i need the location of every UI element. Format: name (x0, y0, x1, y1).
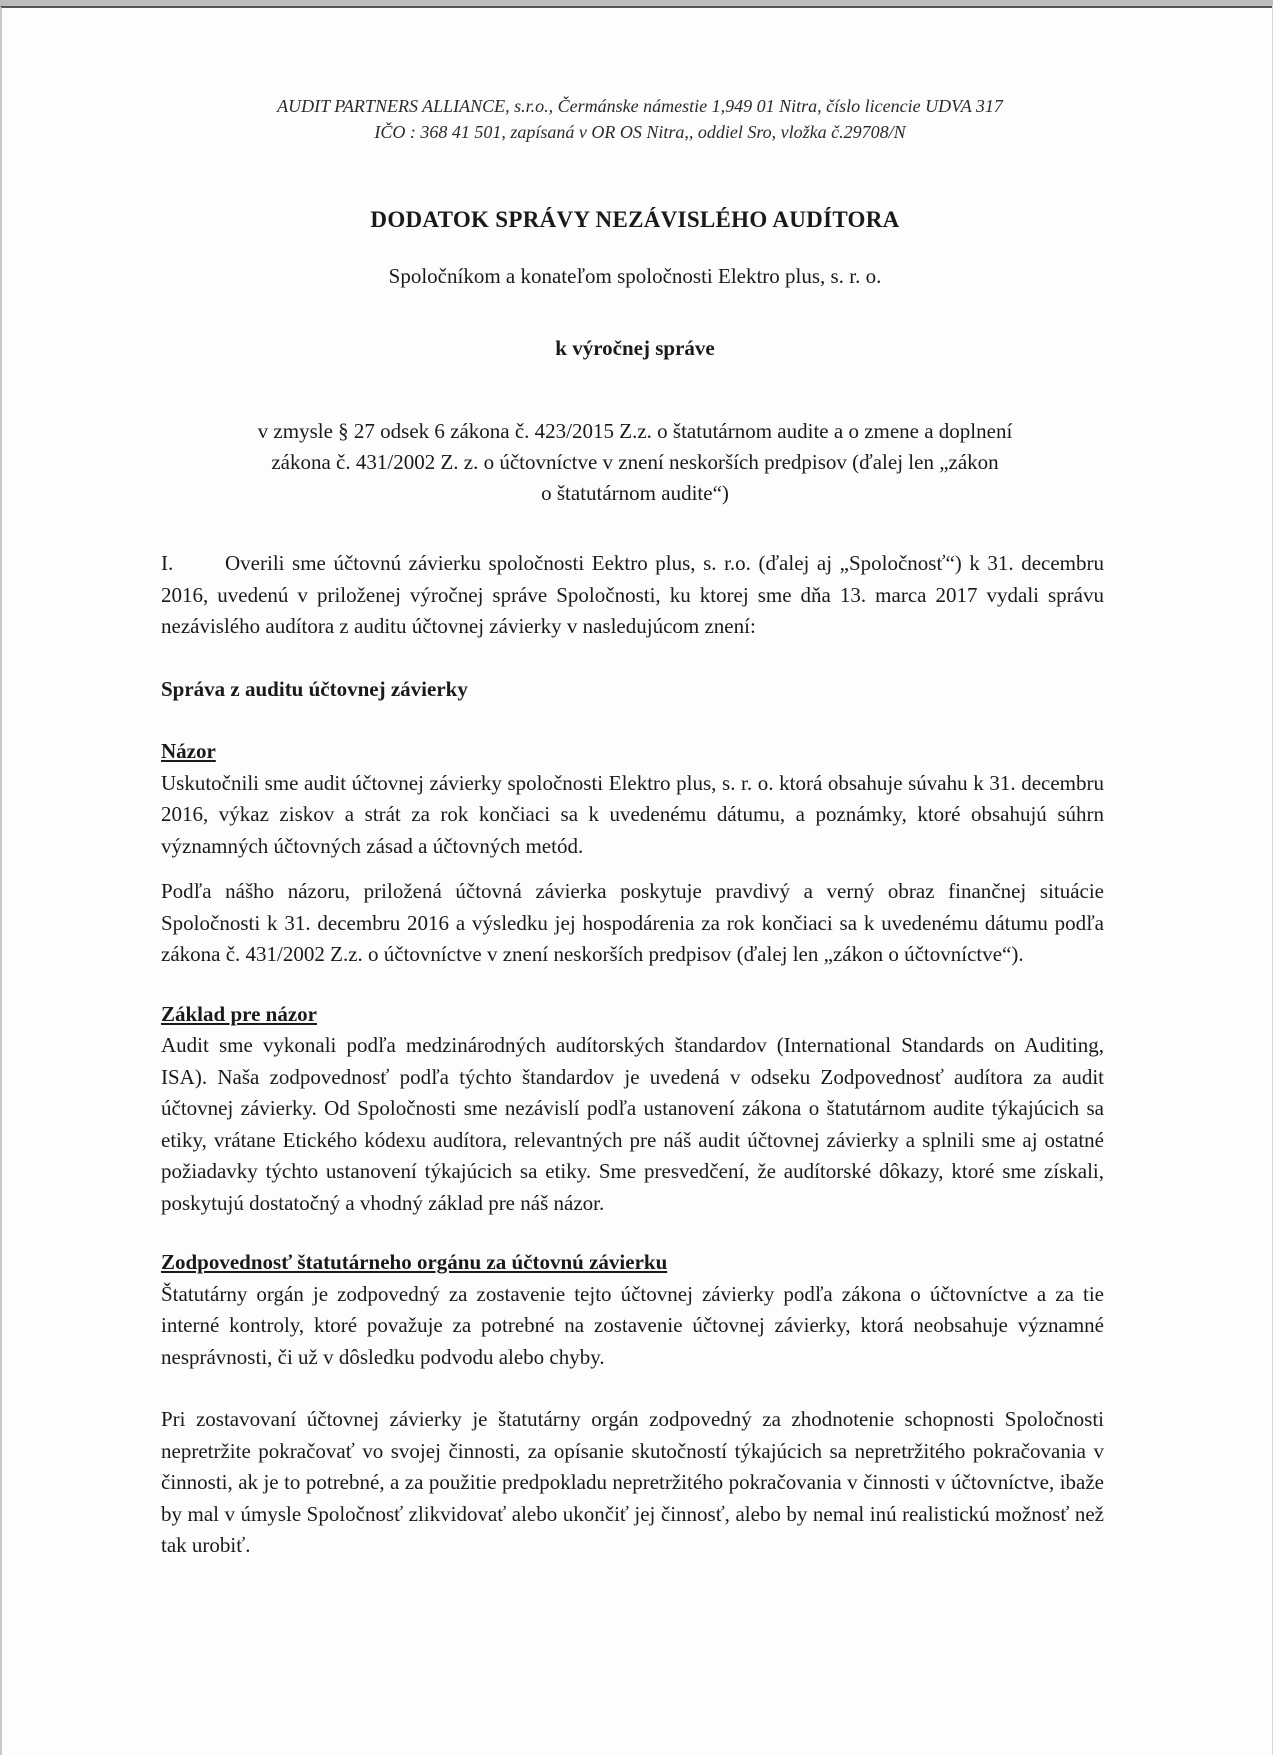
legal-line-1: v zmysle § 27 odsek 6 zákona č. 423/2015 Z.z. o štatutárnom audite a o zmene a doplnení (257, 419, 1013, 443)
header-line-2: IČO : 368 41 501, zapísaná v OR OS Nitra,, oddiel Sro, vložka č.29708/N (374, 122, 906, 142)
responsibility-paragraph-1: Štatutárny orgán je zodpovedný za zostavenie tejto účtovnej závierky podľa zákona o účtovníctve a za tie interné kontroly, ktoré považuje za potrebné na zostavenie účtovnej závierky, ktorá neobsahuje významné nesprávnosti, či už v dôsledku podvodu alebo chyby. (161, 1281, 1104, 1369)
basis-heading: Základ pre názor (161, 1001, 317, 1026)
intro-text: Overili sme účtovnú závierku spoločnosti Eektro plus, s. r.o. (ďalej aj „Spoločnosť“) k 31. decembru 2016, uvedenú v priloženej výročnej správe Spoločnosti, ku ktorej sme dňa 13. marca 2017 vydali správu nezávislého audítora z auditu účtovnej závierky v nasledujúcom znení: (161, 551, 1104, 638)
header-line-1: AUDIT PARTNERS ALLIANCE, s.r.o., Čermánske námestie 1,949 01 Nitra, číslo licencie UDVA 317 (277, 96, 1003, 116)
opinion-paragraph-1: Uskutočnili sme audit účtovnej závierky spoločnosti Elektro plus, s. r. o. ktorá obsahuje súvahu k 31. decembru 2016, výkaz ziskov a strát za rok končiaci sa k uvedenému dátumu, a poznámky, ktoré obsahujú súhrn významných účtovných zásad a účtovných metód. (161, 770, 1104, 858)
document-title: DODATOK SPRÁVY NEZÁVISLÉHO AUDÍTORA (370, 207, 900, 232)
auditor-header (180, 93, 1100, 145)
opinion-paragraph-2: Podľa nášho názoru, priložená účtovná závierka poskytuje pravdivý a verný obraz finančnej situácie Spoločnosti k 31. decembru 2016 a výsledku jej hospodárenia za rok končiaci sa k uvedenému dátumu podľa zákona č. 431/2002 Z.z. o účtovníctve v znení neskorších predpisov (ďalej len „zákon o účtovníctve“). (161, 879, 1104, 966)
responsibility-heading: Zodpovednosť štatutárneho orgánu za účtovnú závierku (161, 1250, 668, 1274)
addressee: Spoločníkom a konateľom spoločnosti Elektro plus, s. r. o. (388, 264, 882, 288)
basis-paragraph: Audit sme vykonali podľa medzinárodných audítorských štandardov (International Standards on Auditing, ISA). Naša zodpovednosť podľa týchto štandardov je uvedená v odseku Zodpovednosť audítora za audit účtovnej závierky. Od Spoločnosti sme nezávislí podľa ustanovení zákona o štatutárnom audite týkajúcich sa etiky, vrátane Etického kódexu audítora, relevantných pre náš audit účtovnej závierky a splnili sme aj ostatné požiadavky týchto ustanovení týkajúcich sa etiky. Sme presvedčení, že audítorské dôkazy, ktoré sme získali, poskytujú dostatočný a vhodný základ pre náš názor. (161, 1033, 1104, 1215)
legal-line-3: o štatutárnom audite“) (541, 481, 729, 505)
document-body (161, 548, 1104, 1562)
document-subtitle: k výročnej správe (555, 336, 715, 360)
intro-label: I. (161, 551, 174, 575)
intro-paragraph (161, 548, 1104, 643)
opinion-heading: Názor (161, 739, 216, 763)
legal-basis (160, 416, 1110, 509)
legal-line-2: zákona č. 431/2002 Z. z. o účtovníctve v znení neskorších predpisov (ďalej len „zákon (271, 450, 999, 474)
responsibility-paragraph-2: Pri zostavovaní účtovnej závierky je štatutárny orgán zodpovedný za zhodnotenie schopnosti Spoločnosti nepretržite pokračovať vo svojej činnosti, za opísanie skutočností týkajúcich sa nepretržitého pokračovania v činnosti, ak je to potrebné, a za použitie predpokladu nepretržitého pokračovania v činnosti v účtovníctve, ibaže by mal v úmysle Spoločnosť zlikvidovať alebo ukončiť jej činnosť, alebo by nemal inú realistickú možnosť než tak urobiť. (161, 1407, 1104, 1557)
report-heading: Správa z auditu účtovnej závierky (161, 676, 468, 701)
